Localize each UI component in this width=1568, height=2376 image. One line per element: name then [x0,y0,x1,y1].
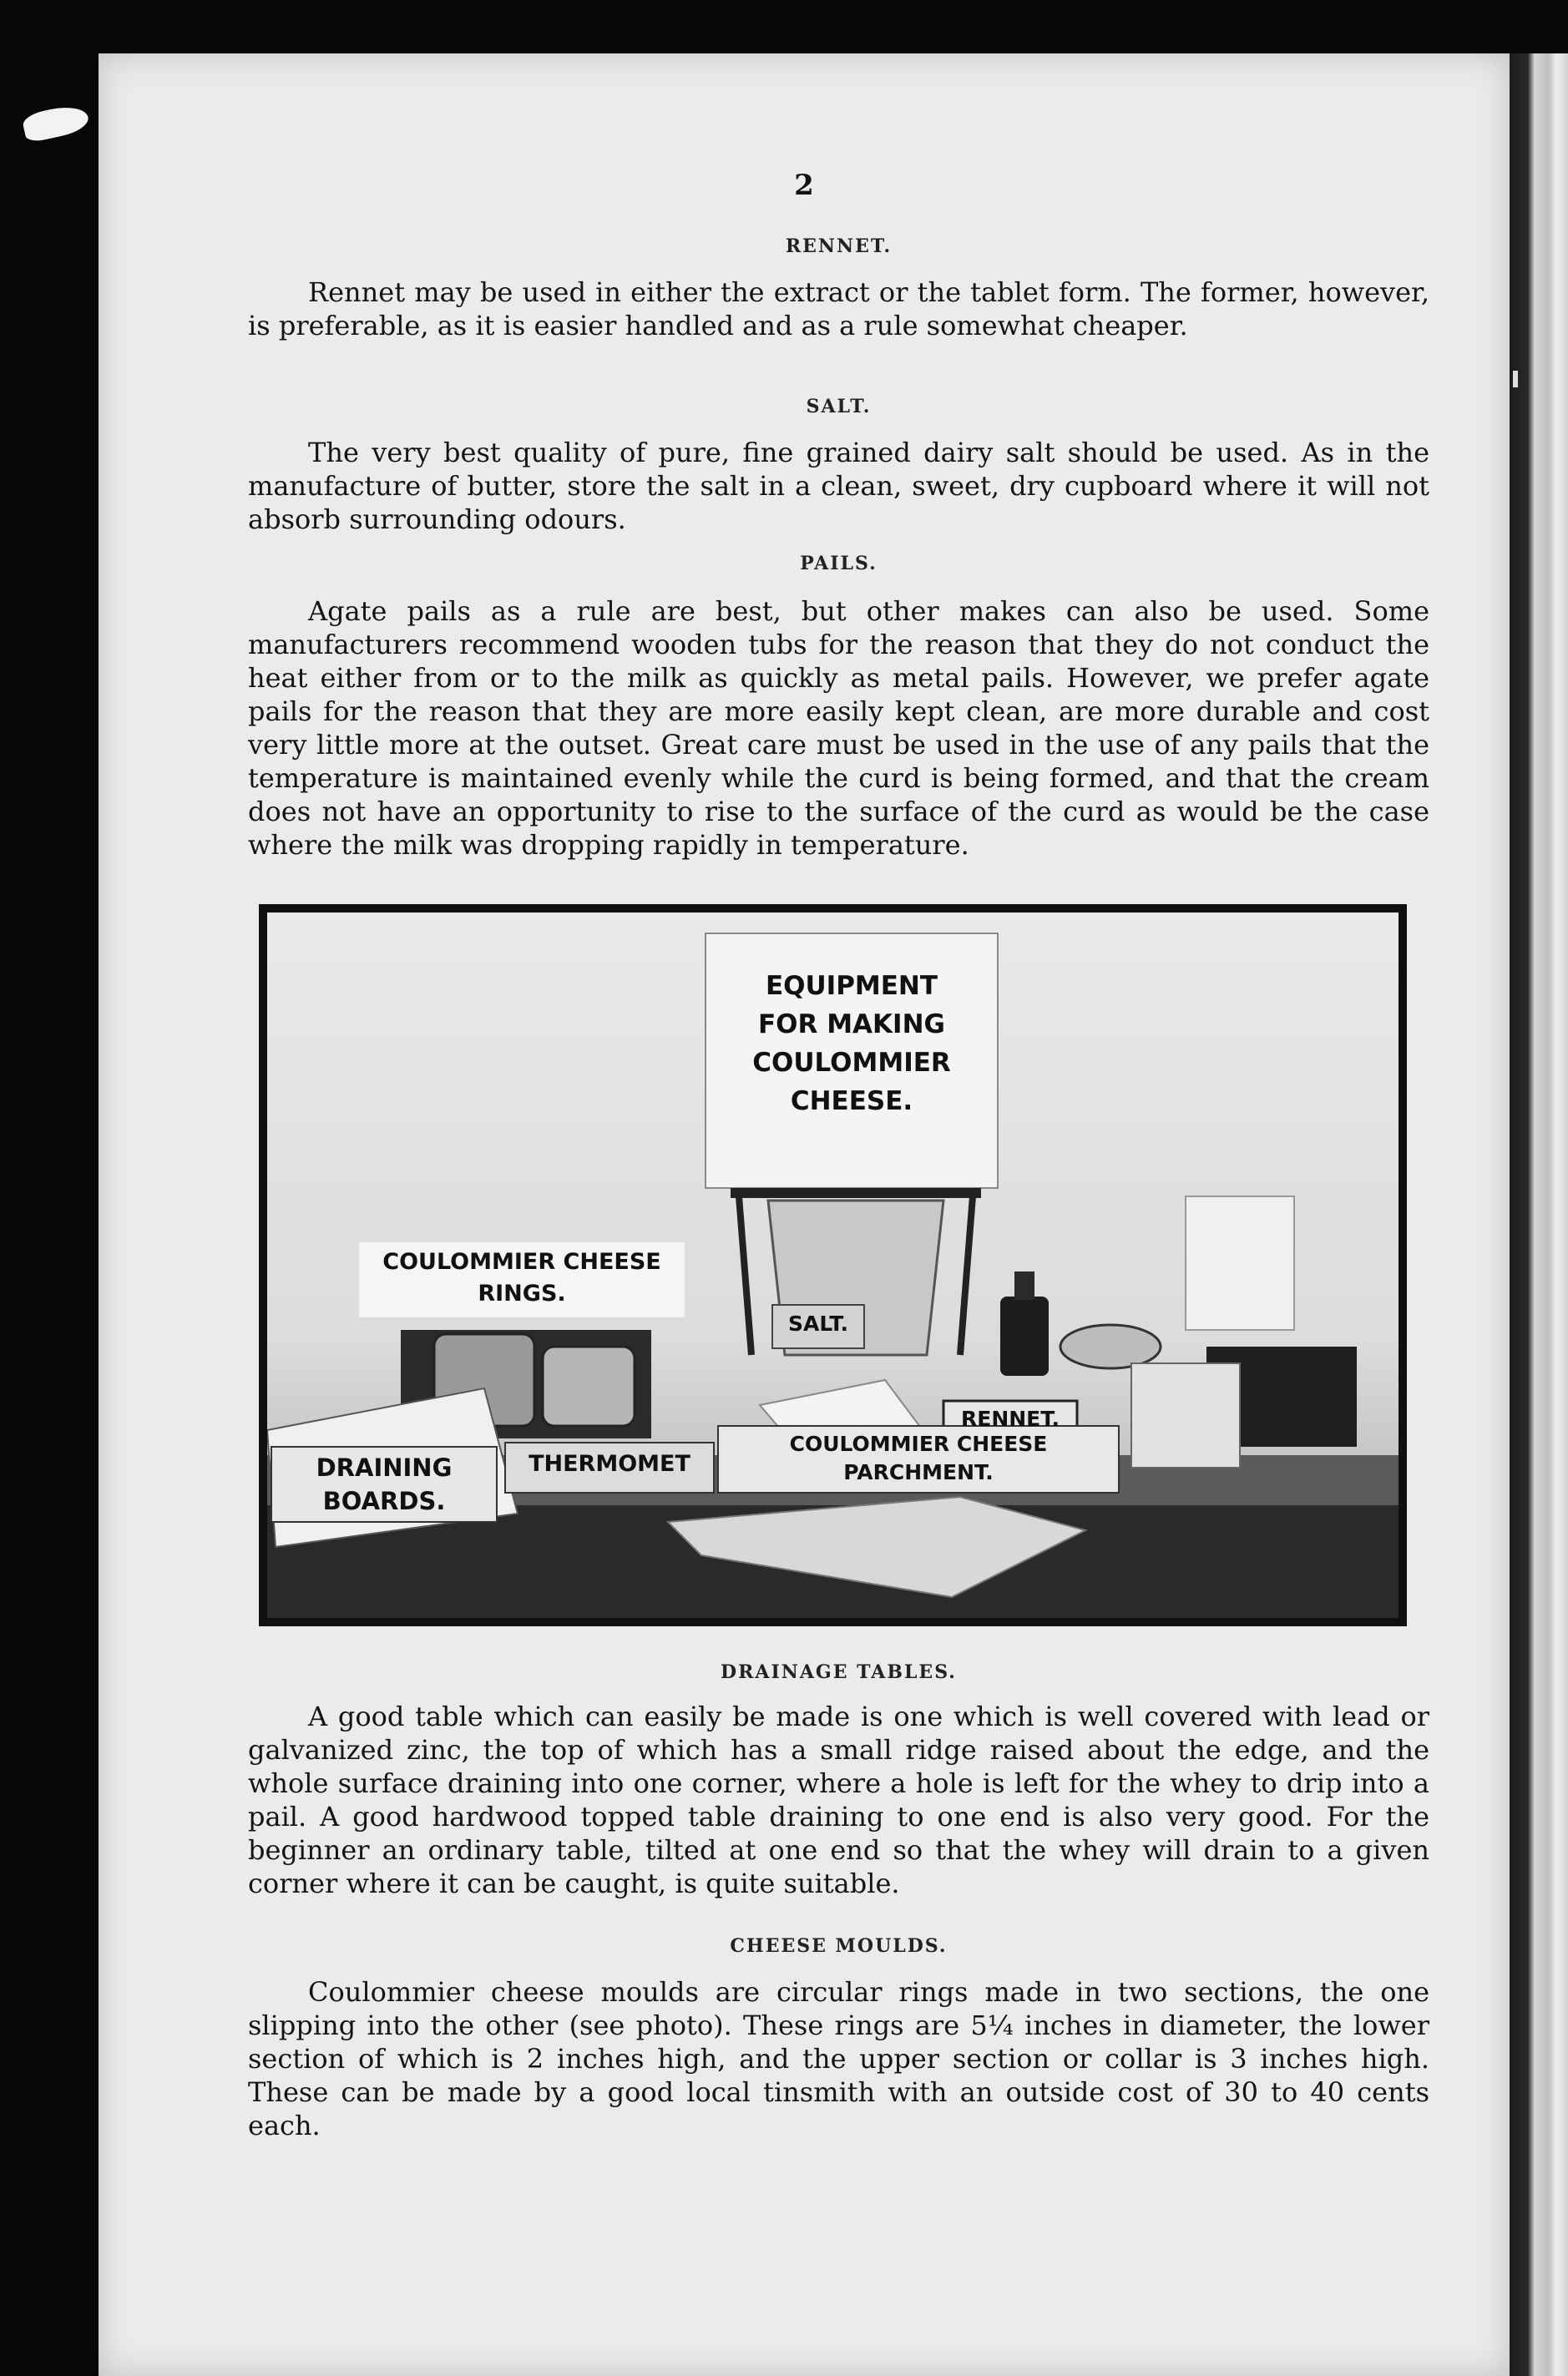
equipment-photo-image [267,912,1399,1618]
photo-label-rennet: RENNET. [960,1407,1060,1431]
paragraph-salt: The very best quality of pure, fine grained dairy salt should be used. As in the manufacture of butter, store the salt in a clean, sweet, dry cupboard where it will not absorb surrounding odours. [248,437,1429,535]
section-drainage-tables [248,1661,1429,1900]
section-heading-pails: PAILS. [800,553,878,574]
scan-artifact-mark [21,102,90,143]
section-pails [248,553,1429,862]
paragraph-rennet: Rennet may be used in either the extract or the tablet form. The former, however, is preferable, as it is easier handled and as a rule somewhat cheaper. [248,276,1429,341]
photo-pail-stand [731,1188,981,1198]
equipment-photo [259,904,1407,1626]
page-number: 2 [794,169,814,202]
photo-tin [1060,1325,1161,1368]
section-heading-cheese-moulds: CHEESE MOULDS. [730,1935,948,1957]
paragraph-pails: Agate pails as a rule are best, but other makes can also be used. Some manufacturers recommend wooden tubs for the reason that they do not conduct the heat either from or to the milk as quickly as metal pails. However, we prefer agate pails for the reason that they are more easily kept clean, are more durable and cost very little more at the outset. Great care must be used in the use of any pails that the temperature is maintained evenly while the curd is being formed, and that the cream does not have an opportunity to rise to the surface of the curd as would be the case where the milk was dropping rapidly in temperature. [248,595,1429,861]
photo-parchment-box [1131,1363,1240,1468]
section-heading-rennet: RENNET. [785,235,893,257]
photo-cheese-ring [543,1347,635,1426]
photo-sign-text [722,967,981,1120]
adjacent-page-edge [1510,53,1568,2376]
photo-label-thermometer: THERMOMET [529,1451,690,1477]
photo-label-rings: COULOMMIER CHEESE RINGS. [382,1249,661,1307]
paragraph-cheese-moulds: Coulommier cheese moulds are circular rings made in two sections, the one slipping into the other (see photo). These rings are 5¼ inches in diameter, the lower section of which is 2 inches high, and the upper section or collar is 3 inches high. These can be made by a good local tinsmith with an outside cost of 30 to 40 cents each. [248,1976,1429,2141]
section-heading-salt: SALT. [806,396,872,417]
page-edge-mark [1513,371,1518,387]
photo-label-salt: SALT. [788,1312,848,1336]
photo-rennet-bottle [1000,1297,1049,1376]
section-cheese-moulds [248,1935,1429,2142]
section-rennet [248,235,1429,342]
photo-sign-line: COULOMMIER [752,1048,951,1078]
photo-label-draining-boards: DRAINING BOARDS. [316,1453,453,1515]
paragraph-drainage-tables: A good table which can easily be made is one which is well covered with lead or galvanized zinc, the top of which has a small ridge raised about the edge, and the whole surface draining into one corner, where a hole is left for the whey to drip into a pail. A good hardwood topped table draining to one end is also very good. For the beginner an ordinary table, tilted at one end so that the whey will drain to a given corner where it can be caught, is quite suitable. [248,1701,1429,1899]
photo-paper-card [1186,1196,1294,1330]
section-heading-drainage-tables: DRAINAGE TABLES. [721,1661,957,1683]
photo-sign-line: FOR MAKING [758,1009,945,1039]
photo-sign-line: CHEESE. [790,1086,913,1116]
section-salt [248,396,1429,536]
photo-sign-line: EQUIPMENT [765,971,938,1001]
photo-label-parchment: COULOMMIER CHEESE PARCHMENT. [789,1432,1048,1484]
